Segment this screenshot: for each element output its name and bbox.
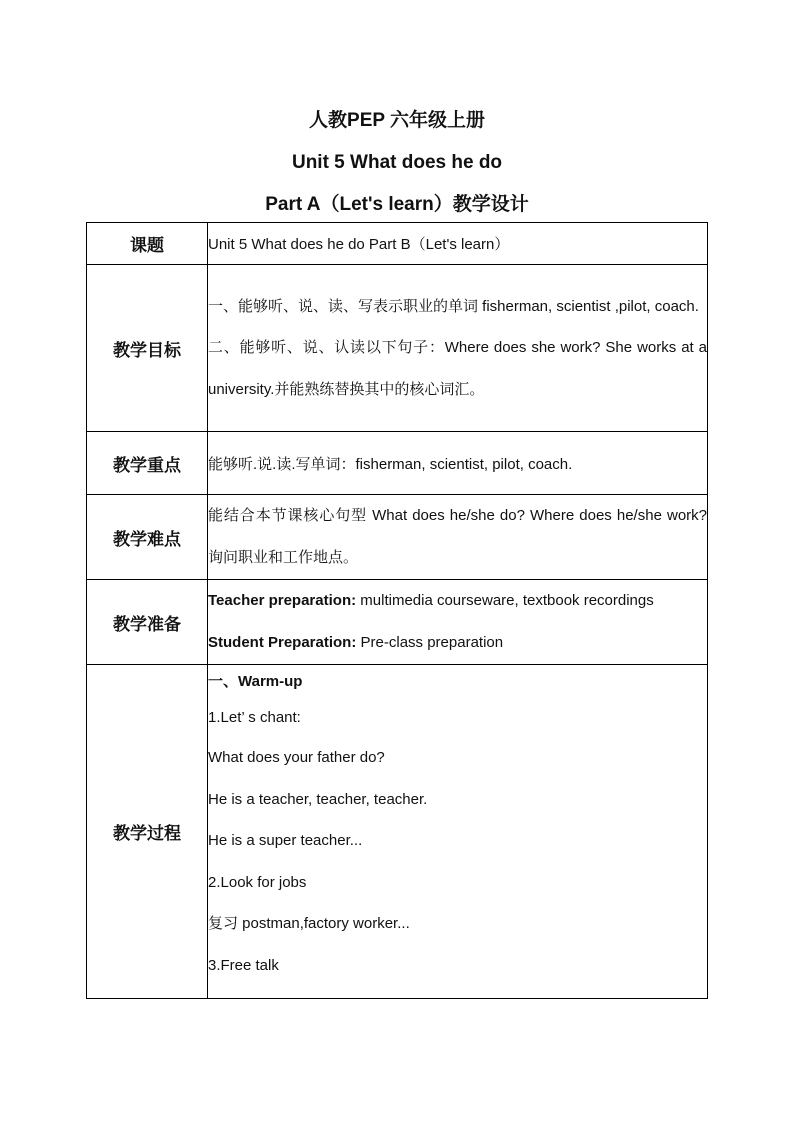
goals-item-2: 二、能够听、说、认读以下句子：Where does she work? She works at a university.并能熟练替换其中的核心词汇。 (208, 339, 707, 398)
topic-value: Unit 5 What does he do Part B（Let's learn） (208, 223, 708, 265)
process-line: 1.Let’ s chant: (208, 709, 301, 726)
row-goals (87, 265, 708, 432)
process-line: He is a teacher, teacher, teacher. (208, 790, 428, 808)
goals-value (208, 265, 708, 432)
document-title-block (0, 100, 794, 226)
document-title-unit: Unit 5 What does he do (291, 152, 503, 173)
row-difficulties (87, 495, 708, 580)
document-title-grade: 人教PEP 六年级上册 (309, 110, 485, 131)
teacher-preparation-label: Teacher preparation: (208, 592, 357, 609)
key-points-label: 教学重点 (87, 432, 208, 495)
teacher-preparation-value: multimedia courseware, textbook recordings (356, 592, 654, 609)
process-value (208, 665, 708, 999)
key-points-value: 能够听.说.读.写单词：fisherman, scientist, pilot, coach. (208, 432, 708, 495)
difficulties-value: 能结合本节课核心句型 What does he/she do? Where does he/she work? 询问职业和工作地点。 (208, 495, 708, 580)
student-preparation (208, 622, 707, 664)
process-line: 复习 postman,factory worker... (208, 915, 410, 932)
teacher-preparation (208, 580, 707, 622)
preparation-value (208, 580, 708, 665)
row-preparation (87, 580, 708, 665)
process-line: 2.Look for jobs (208, 873, 307, 891)
row-key-points (87, 432, 708, 495)
process-line: He is a super teacher... (208, 832, 363, 849)
topic-label: 课题 (87, 223, 208, 265)
row-topic (87, 223, 708, 265)
row-process (87, 665, 708, 999)
process-line: What does your father do? (208, 749, 385, 766)
process-label: 教学过程 (87, 665, 208, 999)
lesson-plan-table (86, 222, 708, 999)
goals-label: 教学目标 (87, 265, 208, 432)
student-preparation-label: Student Preparation: (208, 634, 357, 651)
preparation-label: 教学准备 (87, 580, 208, 665)
student-preparation-value: Pre-class preparation (356, 634, 504, 651)
process-line: 3.Free talk (208, 956, 279, 974)
goals-item-1: 一、能够听、说、读、写表示职业的单词 fisherman, scientist ,pilot, coach. (208, 297, 699, 315)
document-title-part: Part A（Let's learn）教学设计 (265, 194, 529, 215)
process-line: 一、Warm-up (208, 673, 303, 690)
difficulties-label: 教学难点 (87, 495, 208, 580)
